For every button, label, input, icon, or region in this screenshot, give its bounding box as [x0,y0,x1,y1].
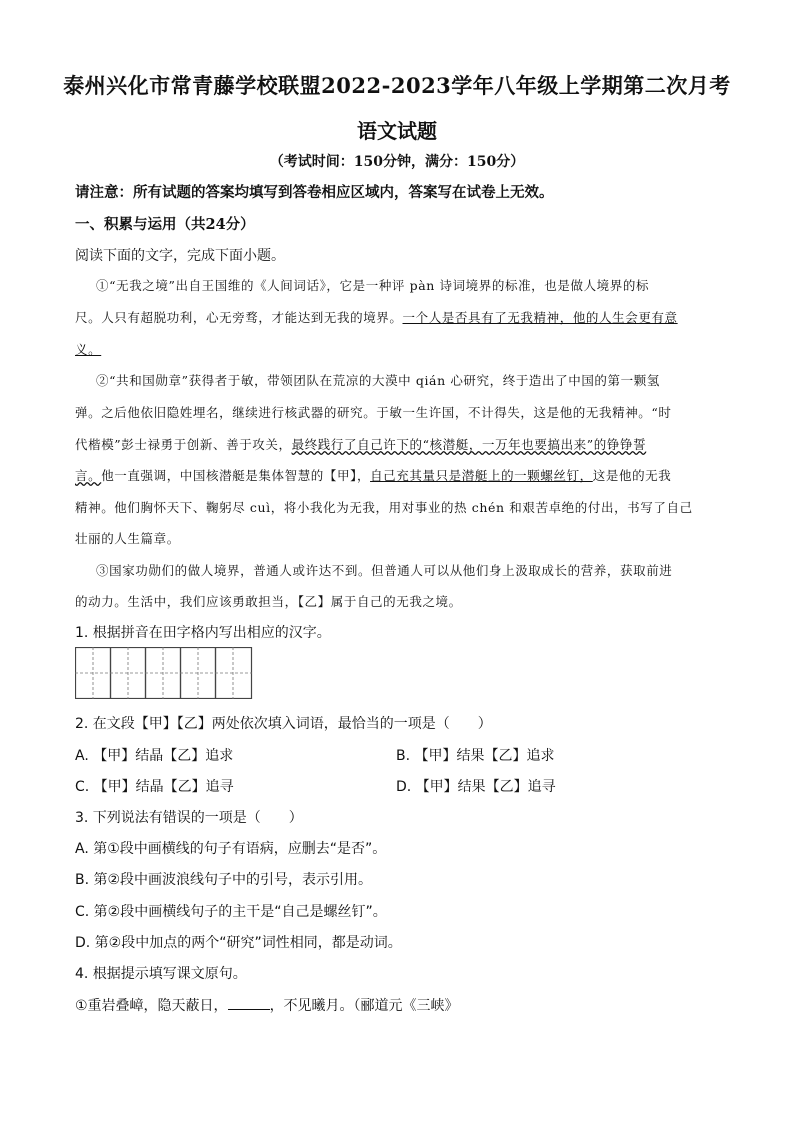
underlined-sentence-end: 义。 [75,342,102,357]
exam-subtitle: 语文试题 [357,119,437,143]
q2-option-b[interactable]: B. 【甲】结果【乙】追求 [396,748,555,764]
notice: 请注意：所有试题的答案均填写到答卷相应区域内，答案写在试卷上无效。 [75,184,554,201]
q4-item-1-suffix: ，不见曦月。（郦道元《三峡》 [269,998,459,1014]
q2-option-d[interactable]: D. 【甲】结果【乙】追寻 [396,779,556,795]
q3-option-b[interactable]: B. 第②段中画波浪线句子中的引号，表示引用。 [75,872,373,888]
passage-text: 他一直强调，中国核潜艇是集体智慧的【甲】， [101,468,371,483]
tianzige-grid[interactable] [75,647,253,699]
q3-option-a[interactable]: A. 第①段中画横线的句子有语病，应删去“是否”。 [75,841,387,857]
passage-line [75,435,646,453]
q3-option-d[interactable]: D. 第②段中加点的两个“研究”词性相同，都是动词。 [75,935,402,951]
passage-text: 代楷模”彭士禄勇于创新、善于攻关， [75,437,292,452]
q2-option-a[interactable]: A. 【甲】结晶【乙】追求 [75,748,234,764]
passage-line: ②“共和国勋章”获得者于敏，带领团队在荒凉的大漠中 qián 心研究，终于造出了中国的第一颗氢 [96,373,660,388]
exam-info: （考试时间：150分钟，满分：150分） [269,154,525,170]
passage-text: 这是他的无我 [592,468,672,483]
answer-blank[interactable] [228,995,270,1010]
q3-option-c[interactable]: C. 第②段中画横线句子的主干是“自己是螺丝钉”。 [75,904,387,920]
passage-line: ①“无我之境”出自王国维的《人间词话》，它是一种评 pàn 诗词境界的标准，也是做人境界的标 [96,278,650,293]
question-3-stem: 3. 下列说法有错误的一项是（ ） [75,810,303,826]
passage-line: 的动力。生活中，我们应该勇敢担当，【乙】属于自己的无我之境。 [75,594,462,609]
question-4-stem: 4. 根据提示填写课文原句。 [75,966,247,982]
section-intro: 阅读下面的文字，完成下面小题。 [75,248,285,264]
underlined-sentence: 一个人是否具有了无我精神，他的人生会更有意 [402,310,678,325]
underlined-sentence: 自己充其量只是潜艇上的一颗螺丝钉， [370,468,593,483]
section-heading: 一、积累与运用（共24分） [75,216,255,233]
passage-line: 精神。他们胸怀天下、鞠躬尽 cuì，将小我化为无我，用对事业的热 chén 和艰苦卓绝的付出，书写了自己 [75,500,693,515]
passage-line: 弹。之后他依旧隐姓埋名，继续进行核武器的研究。于敏一生许国，不计得失，这是他的无我精神。“时 [75,405,672,420]
passage-line [75,340,101,358]
passage-line [75,466,671,484]
q2-option-c[interactable]: C. 【甲】结晶【乙】追寻 [75,779,234,795]
exam-title: 泰州兴化市常青藤学校联盟2022-2023学年八年级上学期第二次月考 [63,73,731,98]
passage-line [75,308,678,326]
q4-item-1 [75,995,459,1015]
passage-line: 壮丽的人生篇章。 [75,531,180,546]
q4-item-1-prefix: ①重岩叠嶂，隐天蔽日， [75,998,228,1014]
wavy-underlined-sentence: 最终践行了自己许下的“核潜艇，一万年也要搞出来”的铮铮誓 [291,437,647,452]
wavy-underlined-sentence-end: 言。 [75,468,102,483]
question-1-stem: 1. 根据拼音在田字格内写出相应的汉字。 [75,625,331,641]
passage-line: ③国家功勋们的做人境界，普通人或许达不到。但普通人可以从他们身上汲取成长的营养，获取前进 [96,563,673,578]
passage-text: 尺。人只有超脱功利，心无旁骛，才能达到无我的境界。 [75,310,403,325]
question-2-stem: 2. 在文段【甲】【乙】两处依次填入词语，最恰当的一项是（ ） [75,716,492,732]
